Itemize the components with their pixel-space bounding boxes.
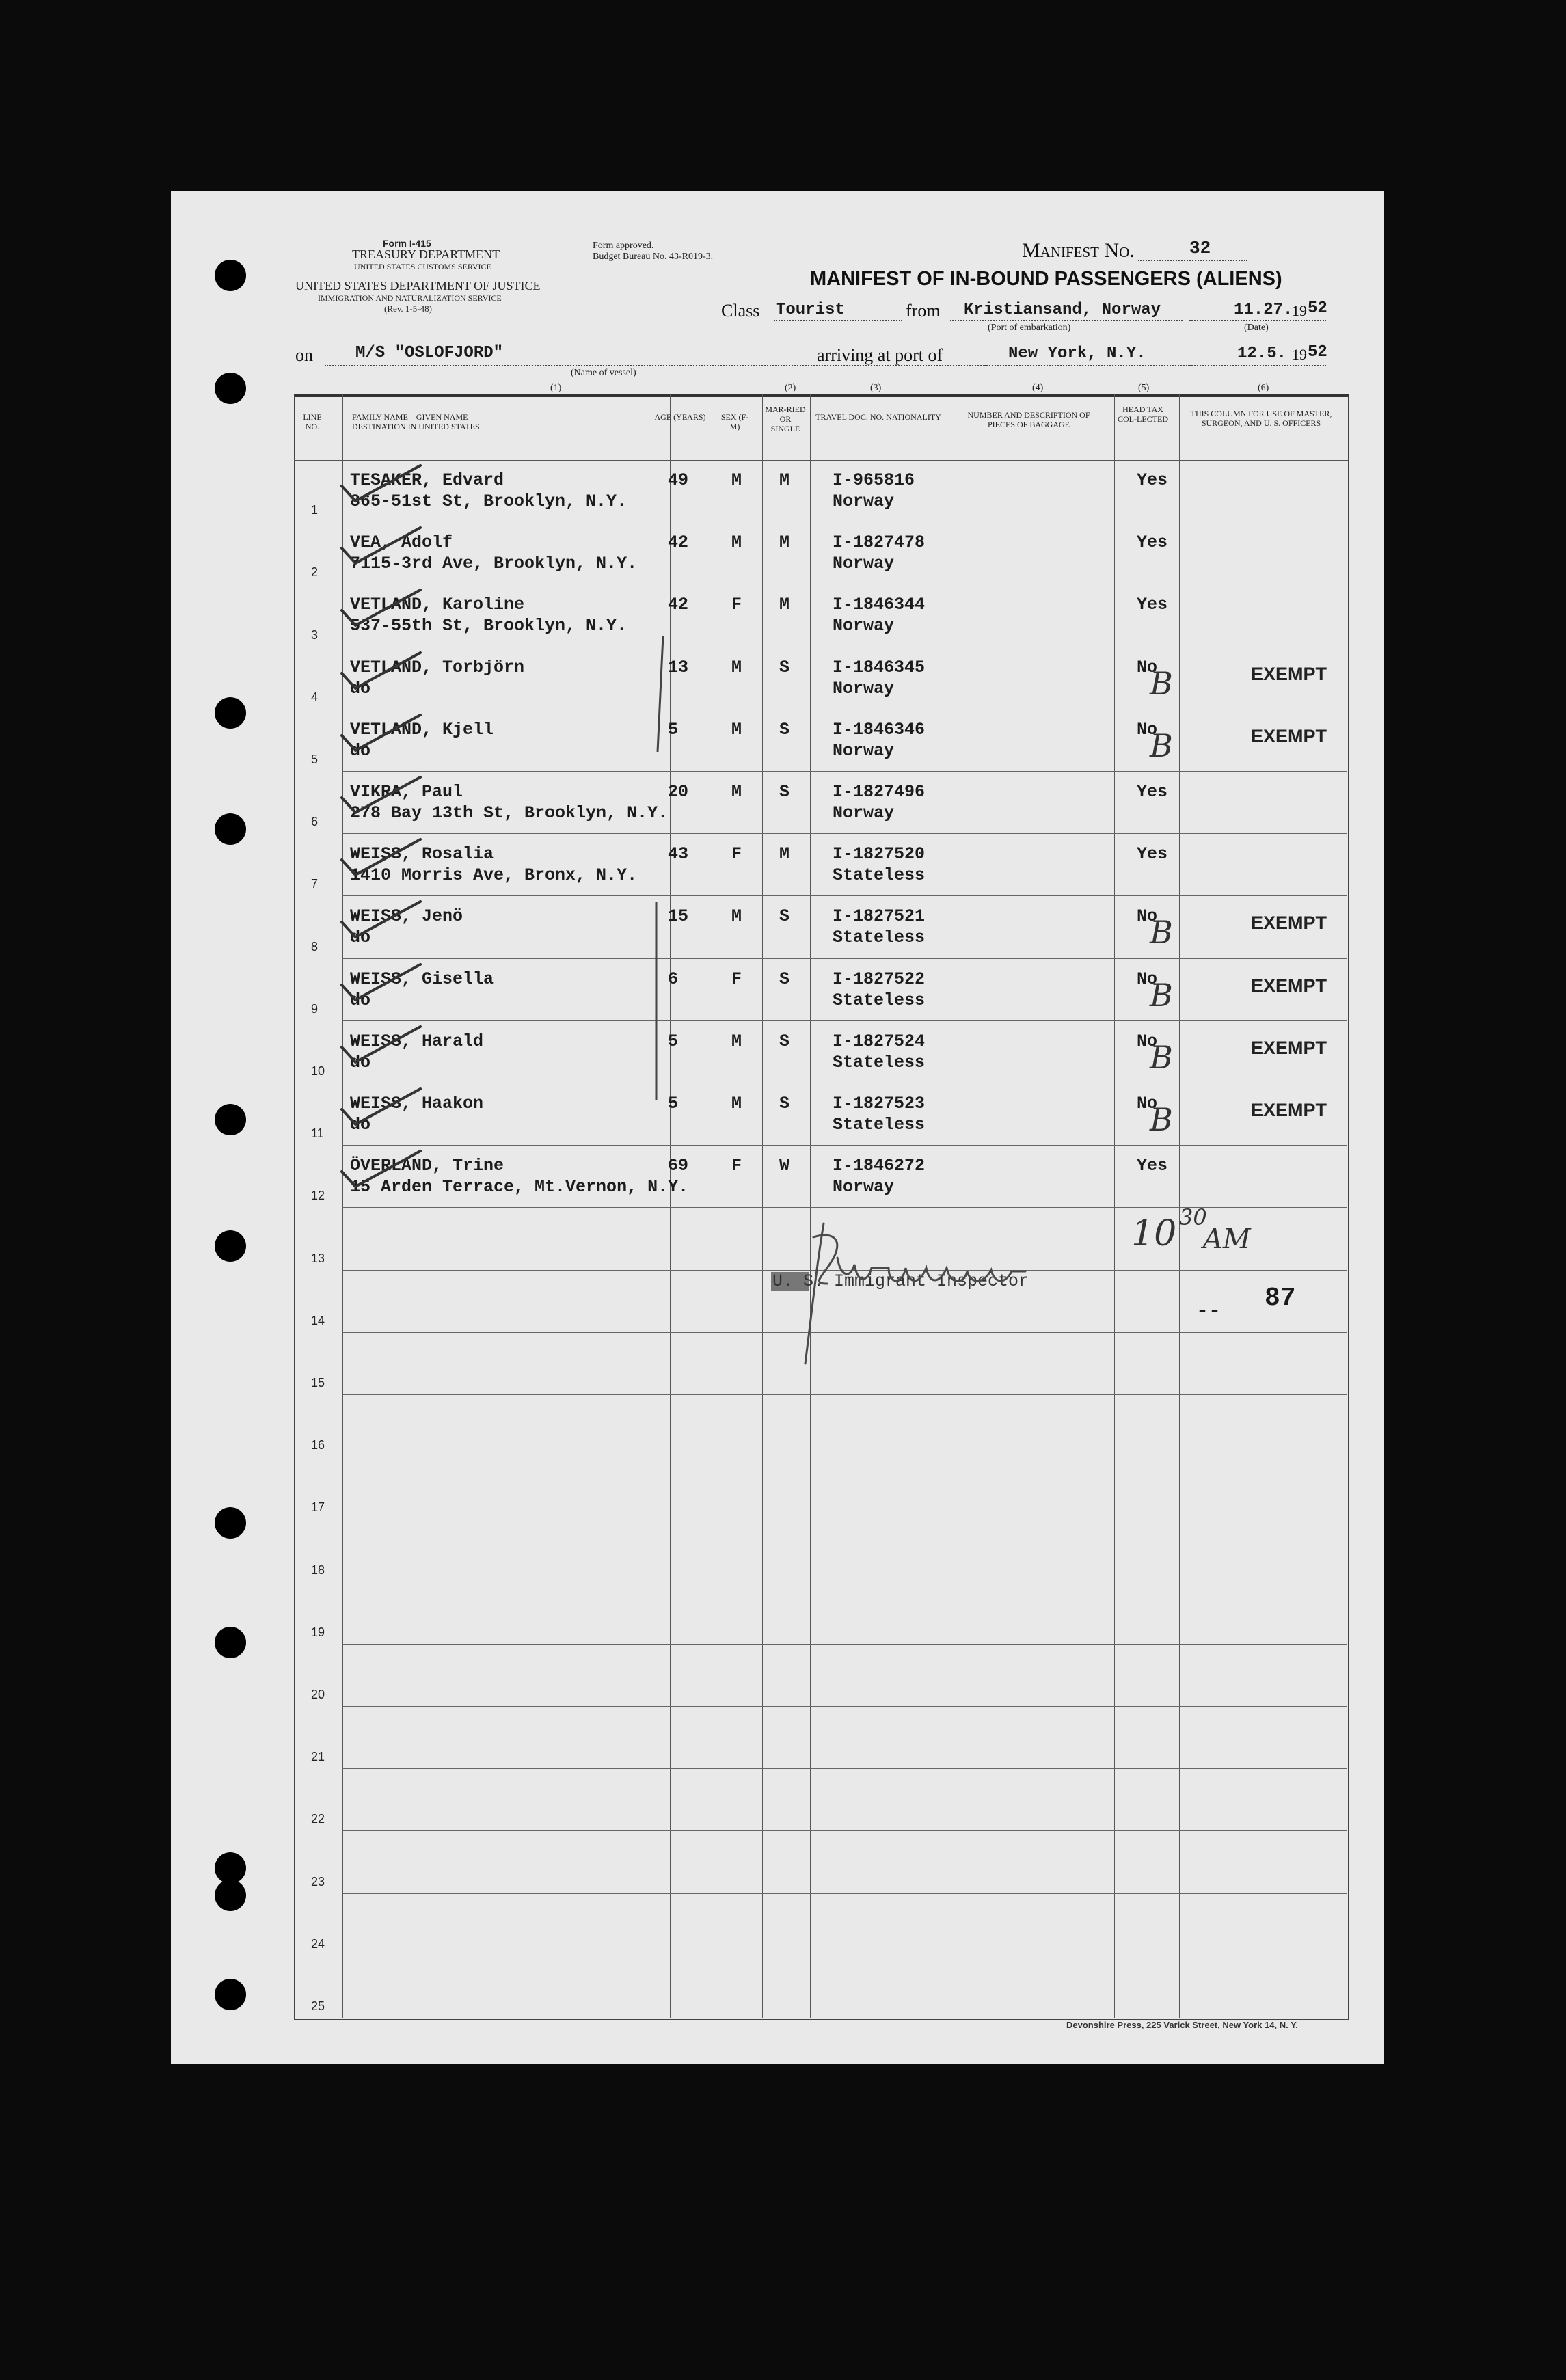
passenger-age: 5 xyxy=(668,1094,679,1113)
passenger-sex: F xyxy=(731,1156,742,1176)
punch-hole xyxy=(215,1979,246,2010)
class-value: Tourist xyxy=(776,301,845,319)
destination: do xyxy=(350,740,371,761)
travel-doc-no: I-1846346 xyxy=(833,719,926,740)
travel-doc-no: I-1827524 xyxy=(833,1031,926,1051)
punch-hole xyxy=(215,260,246,291)
destination: 7115-3rd Ave, Brooklyn, N.Y. xyxy=(350,554,638,574)
customs-service: UNITED STATES CUSTOMS SERVICE xyxy=(354,262,491,271)
marital-status: M xyxy=(779,470,790,490)
nationality: Norway xyxy=(833,1177,895,1198)
officer-note: EXEMPT xyxy=(1251,663,1327,684)
nationality: Norway xyxy=(833,554,895,574)
passenger-sex: M xyxy=(731,1094,742,1113)
passenger-name: VEA, Adolf xyxy=(350,532,453,553)
passenger-name: VIKRA, Paul xyxy=(350,782,463,802)
line-number: 13 xyxy=(311,1251,325,1265)
line-number: 23 xyxy=(311,1874,325,1889)
check-mark xyxy=(335,895,431,949)
header-name-destination: FAMILY NAME—GIVEN NAME DESTINATION IN UNITED STATES xyxy=(352,412,480,431)
passenger-sex: M xyxy=(731,782,742,802)
exemption-code: B xyxy=(1150,976,1173,1014)
head-tax-collected: No xyxy=(1137,906,1158,927)
line-number: 4 xyxy=(311,690,319,704)
marital-status: S xyxy=(779,1031,790,1051)
line-number: 19 xyxy=(311,1625,325,1639)
head-tax-collected: No xyxy=(1137,1094,1158,1113)
travel-doc-no: I-1827522 xyxy=(833,969,926,989)
nationality: Stateless xyxy=(833,928,926,948)
travel-doc-no: I-1846272 xyxy=(833,1156,926,1176)
destination: 15 Arden Terrace, Mt.Vernon, N.Y. xyxy=(350,1177,689,1198)
passenger-sex: M xyxy=(731,1031,742,1051)
destination: do xyxy=(350,1115,371,1135)
header-age: AGE (YEARS) xyxy=(654,412,706,422)
check-mark xyxy=(335,833,431,887)
table-row xyxy=(342,958,1347,959)
departure-century: 19 xyxy=(1292,302,1307,319)
destination: do xyxy=(350,1052,371,1072)
port-embarkation: Kristiansand, Norway xyxy=(964,301,1161,319)
manifest-no-label: Manifest No. xyxy=(1022,239,1135,262)
destination: 1410 Morris Ave, Bronx, N.Y. xyxy=(350,865,638,886)
check-mark xyxy=(335,583,431,638)
punch-hole xyxy=(215,1627,246,1658)
table-row xyxy=(342,1020,1347,1021)
marital-status: S xyxy=(779,719,790,740)
check-mark xyxy=(335,646,431,701)
inspection-time-minutes: 30 xyxy=(1179,1204,1207,1230)
head-tax-collected: No xyxy=(1137,1031,1158,1051)
col-num-5: (5) xyxy=(1138,383,1150,393)
printer-imprint: Devonshire Press, 225 Varick Street, New York 14, N. Y. xyxy=(1066,2020,1298,2030)
manifest-no-value: 32 xyxy=(1189,238,1211,258)
line-number: 1 xyxy=(311,503,319,517)
class-label: Class xyxy=(721,301,760,321)
officer-note: EXEMPT xyxy=(1251,1037,1327,1058)
travel-doc-no: I-1827496 xyxy=(833,782,926,802)
punch-hole xyxy=(215,1104,246,1135)
line-number: 22 xyxy=(311,1812,325,1826)
passenger-sex: F xyxy=(731,844,742,865)
passenger-age: 6 xyxy=(668,969,679,989)
travel-doc-no: I-1827521 xyxy=(833,906,926,927)
passenger-age: 42 xyxy=(668,595,689,615)
col-num-1: (1) xyxy=(550,383,562,393)
nationality: Stateless xyxy=(833,990,926,1010)
line-number: 24 xyxy=(311,1936,325,1951)
table-row xyxy=(342,1644,1347,1645)
travel-doc-no: I-1827520 xyxy=(833,844,926,865)
head-tax-collected: Yes xyxy=(1137,844,1168,865)
table-row xyxy=(342,771,1347,772)
page-title: MANIFEST OF IN-BOUND PASSENGERS (ALIENS) xyxy=(810,268,1282,290)
header-travel-doc: TRAVEL DOC. NO. NATIONALITY xyxy=(815,412,941,422)
marital-status: S xyxy=(779,657,790,677)
destination: do xyxy=(350,678,371,699)
manifest-sheet xyxy=(171,191,1384,2064)
exemption-code: B xyxy=(1150,664,1173,702)
passenger-sex: M xyxy=(731,532,742,553)
departure-year: 52 xyxy=(1308,299,1327,318)
nationality: Norway xyxy=(833,803,895,823)
head-tax-collected: Yes xyxy=(1137,782,1168,802)
table-row xyxy=(342,833,1347,834)
marital-status: M xyxy=(779,532,790,553)
nationality: Stateless xyxy=(833,865,926,886)
col-num-3: (3) xyxy=(870,383,882,393)
departure-date: 11.27. xyxy=(1234,301,1293,319)
officer-note: EXEMPT xyxy=(1251,975,1327,996)
arrival-year: 52 xyxy=(1308,343,1327,362)
travel-doc-no: I-1827478 xyxy=(833,532,926,553)
line-number: 5 xyxy=(311,753,319,766)
passenger-name: ÖVERLAND, Trine xyxy=(350,1156,504,1176)
head-tax-collected: No xyxy=(1137,719,1158,740)
col-num-2: (2) xyxy=(785,383,796,393)
passenger-age: 49 xyxy=(668,470,689,490)
head-tax-collected: Yes xyxy=(1137,1156,1168,1176)
passenger-name: TESAKER, Edvard xyxy=(350,470,504,490)
arrival-century: 19 xyxy=(1292,346,1307,363)
header-married-single: MAR-RIED OR SINGLE xyxy=(765,405,806,433)
passenger-sex: M xyxy=(731,657,742,677)
treasury-dept: TREASURY DEPARTMENT xyxy=(352,247,500,261)
nationality: Norway xyxy=(833,616,895,636)
line-number: 6 xyxy=(311,815,319,829)
budget-bureau: Budget Bureau No. 43-R019-3. xyxy=(593,252,714,262)
travel-doc-no: I-1846344 xyxy=(833,595,926,615)
date-caption: (Date) xyxy=(1244,323,1269,333)
punch-hole xyxy=(215,697,246,729)
passenger-name: WEISS, Haakon xyxy=(350,1094,484,1113)
destination: 278 Bay 13th St, Brooklyn, N.Y. xyxy=(350,803,669,823)
line-number: 15 xyxy=(311,1376,325,1390)
check-mark xyxy=(335,958,431,1012)
port-embark-caption: (Port of embarkation) xyxy=(988,323,1071,333)
check-mark xyxy=(335,1082,431,1137)
passenger-age: 5 xyxy=(668,719,679,740)
exemption-code: B xyxy=(1150,914,1173,951)
marital-status: M xyxy=(779,844,790,865)
port-arrival-line xyxy=(984,343,1189,366)
check-mark xyxy=(335,1144,431,1199)
passenger-age: 13 xyxy=(668,657,689,677)
header-head-tax: HEAD TAX COL-LECTED xyxy=(1118,405,1168,424)
head-tax-collected: Yes xyxy=(1137,532,1168,553)
head-tax-collected: Yes xyxy=(1137,470,1168,490)
line-number: 14 xyxy=(311,1313,325,1327)
arriving-label: arriving at port of xyxy=(817,345,943,365)
marital-status: S xyxy=(779,782,790,802)
vessel-name: M/S "OSLOFJORD" xyxy=(355,344,504,362)
line-number: 17 xyxy=(311,1500,325,1515)
exemption-code: B xyxy=(1150,1038,1173,1076)
table-row xyxy=(342,1830,1347,1831)
head-tax-collected: No xyxy=(1137,657,1158,677)
marital-status: W xyxy=(779,1156,790,1176)
marital-status: S xyxy=(779,1094,790,1113)
table-row xyxy=(342,1145,1347,1146)
passenger-name: WEISS, Harald xyxy=(350,1031,484,1051)
revision: (Rev. 1-5-48) xyxy=(384,303,432,314)
port-arrival: New York, N.Y. xyxy=(1008,344,1146,363)
passenger-sex: M xyxy=(731,719,742,740)
check-mark xyxy=(335,1020,431,1074)
header-line-no: LINE NO. xyxy=(303,412,322,431)
nationality: Norway xyxy=(833,678,895,699)
passenger-sex: F xyxy=(731,595,742,615)
exemption-code: B xyxy=(1150,1101,1173,1138)
line-number: 9 xyxy=(311,1001,319,1016)
passenger-count: 87 xyxy=(1265,1284,1296,1313)
table-column-divider xyxy=(762,394,763,2018)
on-label: on xyxy=(295,345,313,365)
line-number: 7 xyxy=(311,877,319,891)
line-number: 2 xyxy=(311,565,319,580)
table-row xyxy=(342,1768,1347,1769)
line-number: 12 xyxy=(311,1189,325,1203)
inspector-stamp: U. S. Immigrant Inspector xyxy=(772,1271,1029,1291)
destination: do xyxy=(350,928,371,948)
nationality: Stateless xyxy=(833,1052,926,1072)
table-row xyxy=(342,1706,1347,1707)
head-tax-collected: Yes xyxy=(1137,595,1168,615)
line-number: 18 xyxy=(311,1563,325,1577)
header-sex: SEX (F-M) xyxy=(720,412,749,431)
line-number: 21 xyxy=(311,1750,325,1764)
punch-hole xyxy=(215,813,246,845)
marital-status: M xyxy=(779,595,790,615)
marital-status: S xyxy=(779,906,790,927)
nationality: Stateless xyxy=(833,1115,926,1135)
passenger-age: 5 xyxy=(668,1031,679,1051)
vessel-caption: (Name of vessel) xyxy=(571,368,636,378)
punch-hole xyxy=(215,1880,246,1911)
passenger-name: VETLAND, Torbjörn xyxy=(350,657,525,677)
marital-status: S xyxy=(779,969,790,989)
from-label: from xyxy=(906,301,941,321)
line-number: 20 xyxy=(311,1688,325,1701)
passenger-age: 20 xyxy=(668,782,689,802)
family-bracket xyxy=(649,629,677,1107)
table-row xyxy=(342,1394,1347,1395)
punch-hole xyxy=(215,1507,246,1539)
form-number: Form I-415 xyxy=(383,238,431,249)
punch-hole xyxy=(215,1230,246,1262)
line-number: 16 xyxy=(311,1438,325,1452)
line-number: 10 xyxy=(311,1064,325,1078)
passenger-count-prefix: -- xyxy=(1196,1300,1221,1323)
exemption-code: B xyxy=(1150,727,1173,764)
inspection-time-ampm: AM xyxy=(1203,1223,1251,1255)
check-mark xyxy=(335,708,431,763)
destination: 865-51st St, Brooklyn, N.Y. xyxy=(350,491,627,511)
line-number: 25 xyxy=(311,1999,325,2013)
officer-note: EXEMPT xyxy=(1251,725,1327,746)
passenger-name: WEISS, Jenö xyxy=(350,906,463,927)
nationality: Norway xyxy=(833,491,895,511)
passenger-sex: F xyxy=(731,969,742,989)
justice-dept: UNITED STATES DEPARTMENT OF JUSTICE xyxy=(295,279,541,293)
travel-doc-no: I-1827523 xyxy=(833,1094,926,1113)
form-approved: Form approved. xyxy=(593,241,654,251)
check-mark xyxy=(335,770,431,825)
passenger-age: 42 xyxy=(668,532,689,553)
passenger-name: WEISS, Rosalia xyxy=(350,844,494,865)
check-mark xyxy=(335,521,431,576)
col-num-6: (6) xyxy=(1258,383,1269,393)
inspection-time: 10 xyxy=(1131,1213,1177,1254)
ins-service: IMMIGRATION AND NATURALIZATION SERVICE xyxy=(318,293,502,303)
officer-note: EXEMPT xyxy=(1251,1100,1327,1120)
destination: 537-55th St, Brooklyn, N.Y. xyxy=(350,616,627,636)
table-row xyxy=(342,1893,1347,1894)
header-baggage: NUMBER AND DESCRIPTION OF PIECES OF BAGGAGE xyxy=(967,410,1090,429)
destination: do xyxy=(350,990,371,1010)
passenger-sex: M xyxy=(731,470,742,490)
head-tax-collected: No xyxy=(1137,969,1158,989)
header-officers: THIS COLUMN FOR USE OF MASTER, SURGEON, AND U. S. OFFICERS xyxy=(1190,409,1332,428)
passenger-name: VETLAND, Kjell xyxy=(350,719,494,740)
passenger-age: 15 xyxy=(668,906,689,927)
inspector-signature xyxy=(786,1203,1169,1374)
passenger-age: 43 xyxy=(668,844,689,865)
travel-doc-no: I-1846345 xyxy=(833,657,926,677)
travel-doc-no: I-965816 xyxy=(833,470,915,490)
check-mark xyxy=(335,459,431,513)
officer-note: EXEMPT xyxy=(1251,912,1327,934)
line-number: 3 xyxy=(311,627,319,642)
col-num-4: (4) xyxy=(1032,383,1044,393)
passenger-name: WEISS, Gisella xyxy=(350,969,494,989)
table-row xyxy=(342,895,1347,896)
line-number: 11 xyxy=(311,1126,324,1141)
header-divider xyxy=(294,460,1348,461)
nationality: Norway xyxy=(833,740,895,761)
arrival-date: 12.5. xyxy=(1237,344,1287,363)
line-number: 8 xyxy=(311,939,319,954)
passenger-age: 69 xyxy=(668,1156,689,1176)
punch-hole xyxy=(215,373,246,404)
passenger-sex: M xyxy=(731,906,742,927)
passenger-name: VETLAND, Karoline xyxy=(350,595,525,615)
